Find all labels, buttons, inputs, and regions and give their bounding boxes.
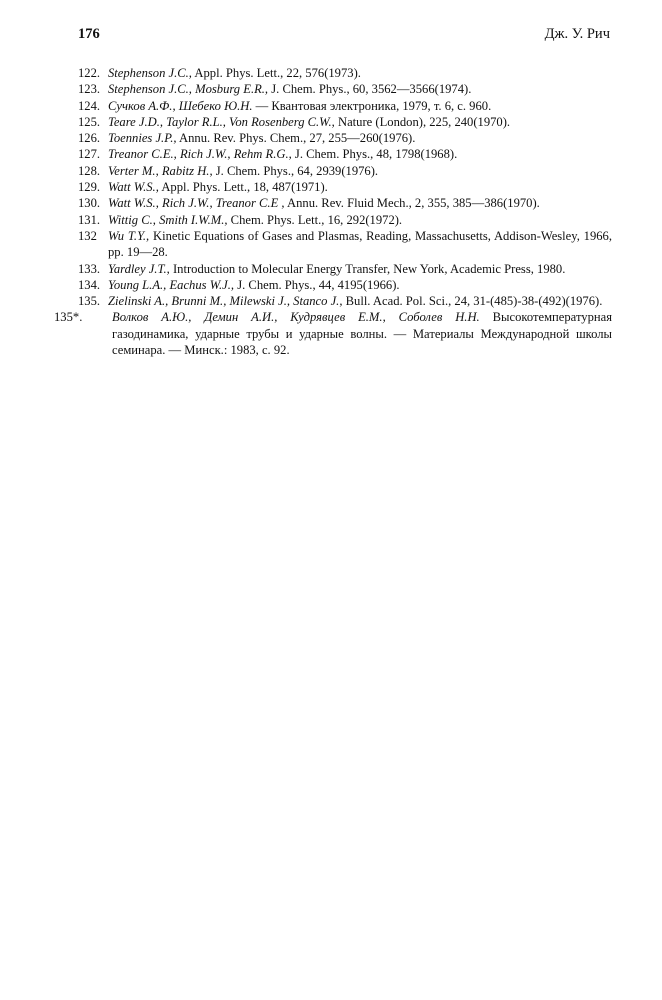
reference-source: Chem. Phys. Lett., 16, 292(1972). <box>227 212 403 227</box>
reference-number: 127. <box>78 147 101 162</box>
reference-source: — Квантовая электроника, 1979, т. 6, с. 960. <box>252 98 492 113</box>
reference-source: Bull. Acad. Pol. Sci., 24, 31-(485)-38-(492)(1976). <box>342 294 603 309</box>
reference-item <box>78 130 612 146</box>
reference-list <box>54 65 612 358</box>
reference-item <box>78 277 612 293</box>
reference-source: Kinetic Equations of Gases and Plasmas, Reading, Massachusetts, Addison-Wesley, 1966, pp. 19—28. <box>108 228 612 260</box>
reference-source: Высокотемпературная газодинамика, ударные трубы и ударные волны. — Материалы Международной школы семинара. — Минск.: 1983, с. 92. <box>112 310 612 358</box>
reference-source: J. Chem. Phys., 48, 1798(1968). <box>291 147 458 162</box>
reference-item <box>54 309 612 358</box>
reference-number: 122. <box>78 66 101 80</box>
reference-number: 134. <box>78 277 101 292</box>
reference-item <box>78 212 612 228</box>
reference-number: 131. <box>78 212 101 227</box>
reference-authors: Yardley J.T., <box>108 261 170 276</box>
reference-number: 130. <box>78 196 101 211</box>
reference-source: Appl. Phys. Lett., 22, 576(1973). <box>191 66 361 80</box>
reference-source: Annu. Rev. Phys. Chem., 27, 255—260(1976). <box>176 131 416 146</box>
reference-item <box>78 228 612 261</box>
reference-source: J. Chem. Phys., 44, 4195(1966). <box>234 277 400 292</box>
reference-authors: Verter M., Rabitz H., <box>108 163 213 178</box>
reference-source: J. Chem. Phys., 60, 3562—3566(1974). <box>268 82 472 97</box>
reference-item <box>78 179 612 195</box>
reference-authors: Wu T.Y., <box>108 228 150 243</box>
reference-number: 133. <box>78 261 101 276</box>
reference-item <box>78 163 612 179</box>
reference-item <box>78 65 612 81</box>
reference-item <box>78 81 612 97</box>
reference-authors: Watt W.S., Rich J.W., Treanor C.E , <box>108 196 285 211</box>
reference-item <box>78 293 612 309</box>
reference-authors: Wittig C., Smith I.W.M., <box>108 212 228 227</box>
reference-number: 135*. <box>54 310 83 325</box>
reference-authors: Zielinski A., Brunni M., Milewski J., Stanco J., <box>108 294 343 309</box>
reference-number: 123. <box>78 82 101 97</box>
running-title: Дж. У. Рич <box>544 26 610 42</box>
reference-authors: Watt W.S., <box>108 180 159 195</box>
reference-source: Nature (London), 225, 240(1970). <box>334 114 511 129</box>
reference-authors: Stephenson J.C., <box>108 66 192 80</box>
reference-authors: Stephenson J.C., Mosburg E.R., <box>108 82 269 97</box>
reference-number: 126. <box>78 131 101 146</box>
reference-authors: Teare J.D., Taylor R.L., Von Rosenberg C.W., <box>108 114 335 129</box>
reference-item <box>78 114 612 130</box>
reference-number: 129. <box>78 180 101 195</box>
reference-authors: Toennies J.P., <box>108 131 177 146</box>
reference-source: Introduction to Molecular Energy Transfer, New York, Academic Press, 1980. <box>169 261 566 276</box>
reference-item <box>78 195 612 211</box>
reference-authors: Young L.A., Eachus W.J., <box>108 277 235 292</box>
reference-authors: Treanor C.E., Rich J.W., Rehm R.G., <box>108 147 292 162</box>
reference-authors: Волков А.Ю., Демин А.И., Кудрявцев Е.М., Соболев Н.Н. <box>112 310 480 325</box>
reference-number: 128. <box>78 163 101 178</box>
reference-authors: Сучков А.Ф., Шебеко Ю.Н. <box>108 98 253 113</box>
reference-source: Annu. Rev. Fluid Mech., 2, 355, 385—386(1970). <box>284 196 540 211</box>
reference-item <box>78 261 612 277</box>
reference-item <box>78 146 612 162</box>
reference-number: 124. <box>78 98 101 113</box>
running-head <box>78 26 610 46</box>
page-number: 176 <box>78 26 100 42</box>
reference-item <box>78 98 612 114</box>
reference-source: J. Chem. Phys., 64, 2939(1976). <box>212 163 379 178</box>
reference-source: Appl. Phys. Lett., 18, 487(1971). <box>158 180 328 195</box>
reference-number: 135. <box>78 294 101 309</box>
reference-number: 132 <box>78 228 97 243</box>
reference-number: 125. <box>78 114 101 129</box>
